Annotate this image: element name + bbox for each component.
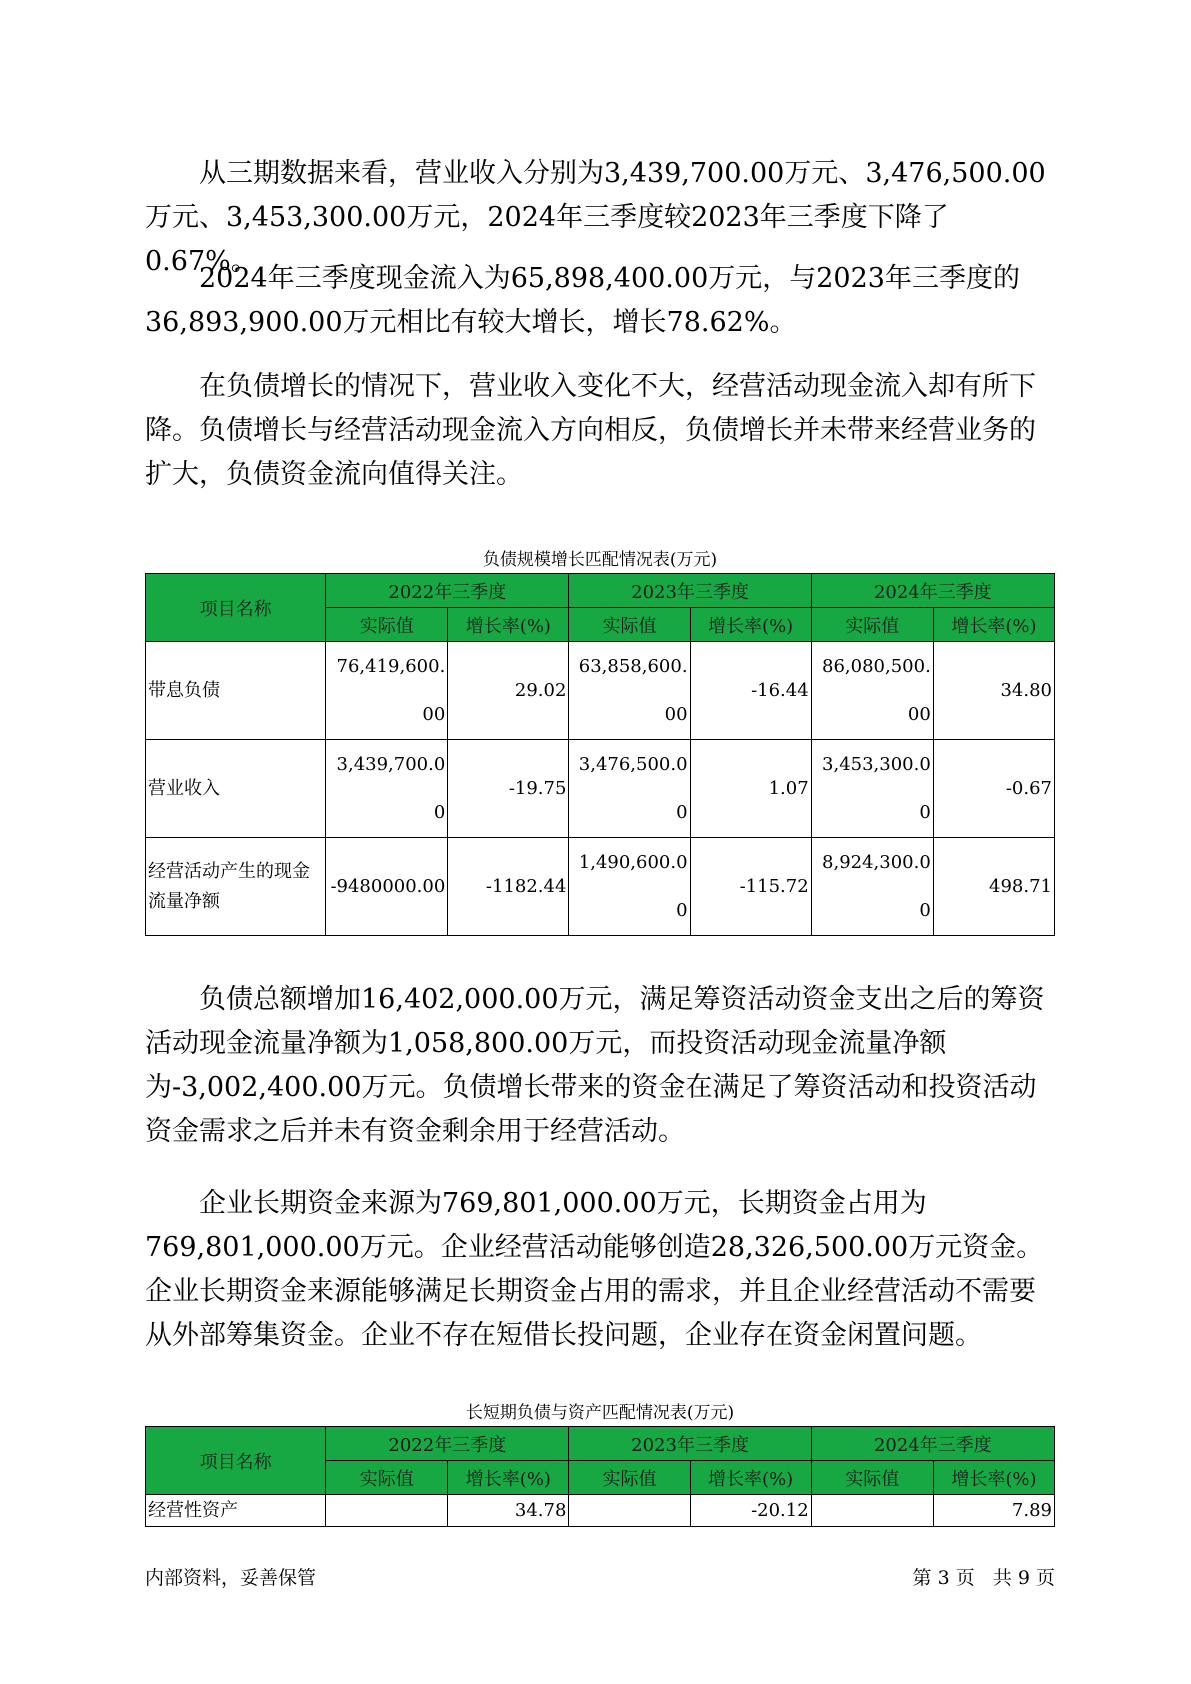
row-name: 带息负债 bbox=[146, 642, 326, 740]
paragraph-cash-inflow: 2024年三季度现金流入为65,898,400.00万元，与2023年三季度的36,893,900.00万元相比有较大增长，增长78.62%。 bbox=[145, 263, 1020, 338]
table2-caption: 长短期负债与资产匹配情况表(万元) bbox=[465, 1403, 735, 1423]
cell-growth: 34.80 bbox=[933, 642, 1054, 740]
cell-growth: -115.72 bbox=[690, 838, 811, 936]
cell-growth: 34.78 bbox=[448, 1495, 569, 1527]
header-item-name: 项目名称 bbox=[146, 574, 326, 642]
cell-actual: 3,439,700.00 bbox=[326, 740, 448, 838]
header-item-name: 项目名称 bbox=[146, 1427, 326, 1495]
header-growth: 增长率(%) bbox=[933, 608, 1054, 642]
header-actual: 实际值 bbox=[811, 608, 933, 642]
row-name: 营业收入 bbox=[146, 740, 326, 838]
table-row bbox=[146, 838, 1055, 936]
header-period-2023: 2023年三季度 bbox=[569, 574, 811, 608]
table1-caption: 负债规模增长匹配情况表(万元) bbox=[482, 550, 718, 570]
cell-actual: 3,453,300.00 bbox=[811, 740, 933, 838]
header-growth: 增长率(%) bbox=[690, 608, 811, 642]
header-growth: 增长率(%) bbox=[933, 1461, 1054, 1495]
cell-actual bbox=[569, 1495, 690, 1527]
header-growth: 增长率(%) bbox=[690, 1461, 811, 1495]
cell-actual bbox=[811, 1495, 933, 1527]
row-name: 经营活动产生的现金流量净额 bbox=[146, 838, 326, 936]
cell-growth: -20.12 bbox=[690, 1495, 811, 1527]
cell-actual bbox=[326, 1495, 448, 1527]
header-actual: 实际值 bbox=[326, 1461, 448, 1495]
table-row bbox=[146, 642, 1055, 740]
header-period-2023: 2023年三季度 bbox=[569, 1427, 811, 1461]
row-name: 经营性资产 bbox=[146, 1495, 326, 1527]
cell-actual: 3,476,500.00 bbox=[569, 740, 690, 838]
cell-growth: 29.02 bbox=[448, 642, 569, 740]
cell-growth: 1.07 bbox=[690, 740, 811, 838]
header-actual: 实际值 bbox=[326, 608, 448, 642]
header-growth: 增长率(%) bbox=[448, 1461, 569, 1495]
cell-actual: -9480000.00 bbox=[326, 838, 448, 936]
footer-confidential: 内部资料，妥善保管 bbox=[145, 1567, 317, 1589]
footer-page-number: 第 3 页 共 9 页 bbox=[912, 1567, 1055, 1589]
header-period-2024: 2024年三季度 bbox=[811, 1427, 1054, 1461]
cell-growth: -0.67 bbox=[933, 740, 1054, 838]
paragraph-revenue: 从三期数据来看，营业收入分别为3,439,700.00万元、3,476,500.00万元、3,453,300.00万元，2024年三季度较2023年三季度下降了0.67%。 bbox=[145, 158, 1046, 277]
cell-actual: 63,858,600.00 bbox=[569, 642, 690, 740]
cell-growth: -16.44 bbox=[690, 642, 811, 740]
cell-growth: -1182.44 bbox=[448, 838, 569, 936]
cell-growth: -19.75 bbox=[448, 740, 569, 838]
header-actual: 实际值 bbox=[569, 1461, 690, 1495]
header-period-2022: 2022年三季度 bbox=[326, 574, 569, 608]
cell-actual: 8,924,300.00 bbox=[811, 838, 933, 936]
cell-actual: 76,419,600.00 bbox=[326, 642, 448, 740]
cell-growth: 7.89 bbox=[933, 1495, 1054, 1527]
cell-growth: 498.71 bbox=[933, 838, 1054, 936]
debt-growth-table bbox=[145, 573, 1055, 936]
header-actual: 实际值 bbox=[811, 1461, 933, 1495]
header-period-2024: 2024年三季度 bbox=[811, 574, 1054, 608]
paragraph-total-debt: 负债总额增加16,402,000.00万元，满足筹资活动资金支出之后的筹资活动现金流量净额为1,058,800.00万元，而投资活动现金流量净额为-3,002,400.00万元。负债增长带来的资金在满足了筹资活动和投资活动资金需求之后并未有资金剩余用于经营活动。 bbox=[145, 984, 1045, 1147]
cell-actual: 86,080,500.00 bbox=[811, 642, 933, 740]
table-row bbox=[146, 1495, 1055, 1527]
debt-asset-match-table bbox=[145, 1426, 1055, 1527]
header-actual: 实际值 bbox=[569, 608, 690, 642]
header-period-2022: 2022年三季度 bbox=[326, 1427, 569, 1461]
paragraph-long-term-funds: 企业长期资金来源为769,801,000.00万元，长期资金占用为769,801,000.00万元。企业经营活动能够创造28,326,500.00万元资金。企业长期资金来源能够满足长期资金占用的需求，并且企业经营活动不需要从外部筹集资金。企业不存在短借长投问题，企业存在资金闲置问题。 bbox=[145, 1188, 1044, 1351]
header-growth: 增长率(%) bbox=[448, 608, 569, 642]
paragraph-debt-growth: 在负债增长的情况下，营业收入变化不大，经营活动现金流入却有所下降。负债增长与经营活动现金流入方向相反，负债增长并未带来经营业务的扩大，负债资金流向值得关注。 bbox=[145, 371, 1036, 490]
table-row bbox=[146, 740, 1055, 838]
cell-actual: 1,490,600.00 bbox=[569, 838, 690, 936]
